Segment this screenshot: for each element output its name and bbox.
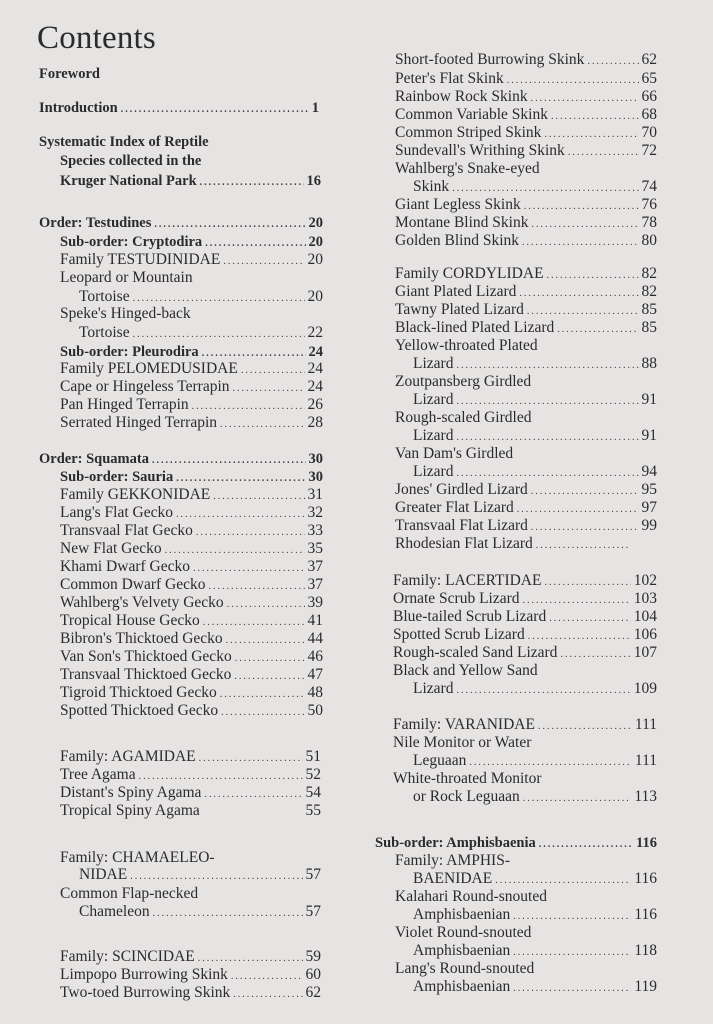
- toc-white-throated-monitor: or Rock Leguaan ..... 113: [413, 788, 657, 808]
- toc-order-squamata: Order: Squamata ..... 30: [39, 450, 323, 470]
- toc-zoutpansberg: Lizard ..... 91: [413, 391, 657, 411]
- toc-entry: Jones' Girdled Lizard ..... 95: [395, 481, 657, 501]
- toc-family-amphisbaenidae: BAENIDAE ..... 116: [413, 870, 657, 890]
- toc-langs-round-line1: Lang's Round-snouted: [395, 960, 535, 977]
- toc-spekes-line1: Speke's Hinged-back: [60, 305, 191, 322]
- toc-family-testudinidae: Family TESTUDINIDAE ..... 20: [60, 251, 323, 271]
- toc-entry: Tropical Spiny Agama 55: [60, 802, 321, 819]
- toc-entry: Giant Legless Skink ..... 76: [395, 196, 657, 216]
- toc-entry: Van Son's Thicktoed Gecko ..... 46: [60, 648, 323, 668]
- toc-family-gekkonidae: Family GEKKONIDAE ..... 31: [60, 486, 323, 506]
- toc-kalahari-amphisbaenian: Amphisbaenian ..... 116: [413, 906, 657, 926]
- toc-violet-amphisbaenian: Amphisbaenian ..... 118: [413, 942, 657, 962]
- toc-yellow-throated: Lizard ..... 88: [413, 355, 657, 375]
- toc-family-chamaeleonidae: NIDAE ..... 57: [79, 866, 321, 886]
- toc-langs-amphisbaenian: Amphisbaenian ..... 119: [413, 978, 657, 998]
- toc-suborder-cryptodira: Sub-order: Cryptodira ..... 20: [60, 233, 323, 253]
- toc-entry: Ornate Scrub Lizard ..... 103: [393, 590, 657, 610]
- toc-wahlberg-skink-line1: Wahlberg's Snake-eyed: [395, 160, 540, 177]
- toc-entry: Peter's Flat Skink ..... 65: [395, 70, 657, 90]
- toc-entry: Transvaal Thicktoed Gecko ..... 47: [60, 666, 323, 686]
- toc-white-throated-line1: White-throated Monitor: [393, 770, 542, 787]
- toc-order-testudines: Order: Testudines ..... 20: [39, 214, 323, 234]
- toc-entry: Greater Flat Lizard ..... 97: [395, 499, 657, 519]
- toc-entry: Tree Agama ..... 52: [60, 766, 321, 786]
- toc-entry: Distant's Spiny Agama ..... 54: [60, 784, 321, 804]
- toc-cape-terrapin: Cape or Hingeless Terrapin ..... 24: [60, 378, 323, 398]
- toc-entry: Common Striped Skink ..... 70: [395, 124, 657, 144]
- toc-leopard-tortoise: Tortoise ..... 20: [79, 288, 323, 308]
- toc-entry: Wahlberg's Velvety Gecko ..... 39: [60, 594, 323, 614]
- toc-van-dams: Lizard ..... 94: [413, 463, 657, 483]
- toc-pan-terrapin: Pan Hinged Terrapin ..... 26: [60, 396, 323, 416]
- toc-black-yellow-sand-lizard: Lizard ..... 109: [413, 680, 657, 700]
- toc-family-cordylidae: Family CORDYLIDAE ..... 82: [395, 265, 657, 285]
- toc-entry: Lang's Flat Gecko ..... 32: [60, 504, 323, 524]
- toc-entry: Common Variable Skink ..... 68: [395, 106, 657, 126]
- toc-family-agamidae: Family: AGAMIDAE ..... 51: [60, 748, 321, 768]
- toc-family-pelomedusidae: Family PELOMEDUSIDAE ..... 24: [60, 360, 323, 380]
- toc-entry: Tigroid Thicktoed Gecko ..... 48: [60, 684, 323, 704]
- toc-entry: Sundevall's Writhing Skink ..... 72: [395, 142, 657, 162]
- toc-entry: Golden Blind Skink ..... 80: [395, 232, 657, 252]
- toc-index-line2: Species collected in the: [60, 153, 202, 169]
- toc-black-yellow-line1: Black and Yellow Sand: [393, 662, 538, 679]
- toc-entry: Limpopo Burrowing Skink ..... 60: [60, 966, 321, 986]
- toc-amphisbaenidae-line1: Family: AMPHIS-: [395, 852, 510, 869]
- toc-entry: Black-lined Plated Lizard ..... 85: [395, 319, 657, 339]
- toc-entry: Transvaal Flat Lizard ..... 99: [395, 517, 657, 537]
- toc-leopard-line1: Leopard or Mountain: [60, 269, 193, 286]
- toc-yellow-throated-line1: Yellow-throated Plated: [395, 337, 538, 354]
- toc-serrated-terrapin: Serrated Hinged Terrapin ..... 28: [60, 414, 323, 434]
- toc-rhodesian-flat-lizard: Rhodesian Flat Lizard .....: [395, 535, 631, 555]
- toc-entry: Two-toed Burrowing Skink ..... 62: [60, 984, 321, 1004]
- toc-index-line1: Systematic Index of Reptile: [39, 134, 209, 150]
- toc-index: Kruger National Park ..... 16: [60, 172, 321, 192]
- toc-kalahari-line1: Kalahari Round-snouted: [395, 888, 547, 905]
- toc-entry: Common Dwarf Gecko ..... 37: [60, 576, 323, 596]
- page-title: Contents: [37, 20, 156, 56]
- toc-spekes-tortoise: Tortoise ..... 22: [79, 324, 323, 344]
- toc-suborder-sauria: Sub-order: Sauria ..... 30: [60, 468, 323, 488]
- toc-entry: Rough-scaled Sand Lizard ..... 107: [393, 644, 657, 664]
- toc-nile-monitor: Leguaan ..... 111: [413, 752, 657, 772]
- toc-chamaeleonidae-line1: Family: CHAMAELEO-: [60, 849, 215, 866]
- toc-rough-scaled-girdled-line1: Rough-scaled Girdled: [395, 409, 532, 426]
- toc-entry: Rainbow Rock Skink ..... 66: [395, 88, 657, 108]
- toc-entry: Tawny Plated Lizard ..... 85: [395, 301, 657, 321]
- toc-entry: New Flat Gecko ..... 35: [60, 540, 323, 560]
- toc-family-varanidae: Family: VARANIDAE ..... 111: [393, 716, 657, 736]
- toc-zoutpansberg-line1: Zoutpansberg Girdled: [395, 373, 532, 390]
- toc-rough-scaled-girdled: Lizard ..... 91: [413, 427, 657, 447]
- toc-suborder-pleurodira: Sub-order: Pleurodira ..... 24: [60, 343, 323, 363]
- toc-foreword: Foreword: [39, 66, 100, 82]
- toc-entry: Short-footed Burrowing Skink ..... 62: [395, 51, 657, 71]
- toc-entry: Transvaal Flat Gecko ..... 33: [60, 522, 323, 542]
- toc-entry: Khami Dwarf Gecko ..... 37: [60, 558, 323, 578]
- toc-entry: Montane Blind Skink ..... 78: [395, 214, 657, 234]
- toc-entry: Spotted Scrub Lizard ..... 106: [393, 626, 657, 646]
- toc-family-lacertidae: Family: LACERTIDAE ..... 102: [393, 572, 657, 592]
- toc-family-scincidae: Family: SCINCIDAE ..... 59: [60, 948, 321, 968]
- toc-entry: Bibron's Thicktoed Gecko ..... 44: [60, 630, 323, 650]
- toc-entry: Tropical House Gecko ..... 41: [60, 612, 323, 632]
- toc-violet-line1: Violet Round-snouted: [395, 924, 532, 941]
- toc-introduction: Introduction ..... 1: [39, 99, 319, 119]
- toc-nile-monitor-line1: Nile Monitor or Water: [393, 734, 532, 751]
- toc-entry: Spotted Thicktoed Gecko ..... 50: [60, 702, 323, 722]
- toc-van-dams-line1: Van Dam's Girdled: [395, 445, 514, 462]
- toc-entry: Giant Plated Lizard ..... 82: [395, 283, 657, 303]
- toc-common-chameleon: Chameleon ..... 57: [79, 903, 321, 923]
- toc-wahlberg-skink: Skink ..... 74: [413, 178, 657, 198]
- toc-suborder-amphisbaenia: Sub-order: Amphisbaenia ..... 116: [375, 834, 657, 854]
- toc-chameleon-line1: Common Flap-necked: [60, 885, 199, 902]
- toc-entry: Blue-tailed Scrub Lizard ..... 104: [393, 608, 657, 628]
